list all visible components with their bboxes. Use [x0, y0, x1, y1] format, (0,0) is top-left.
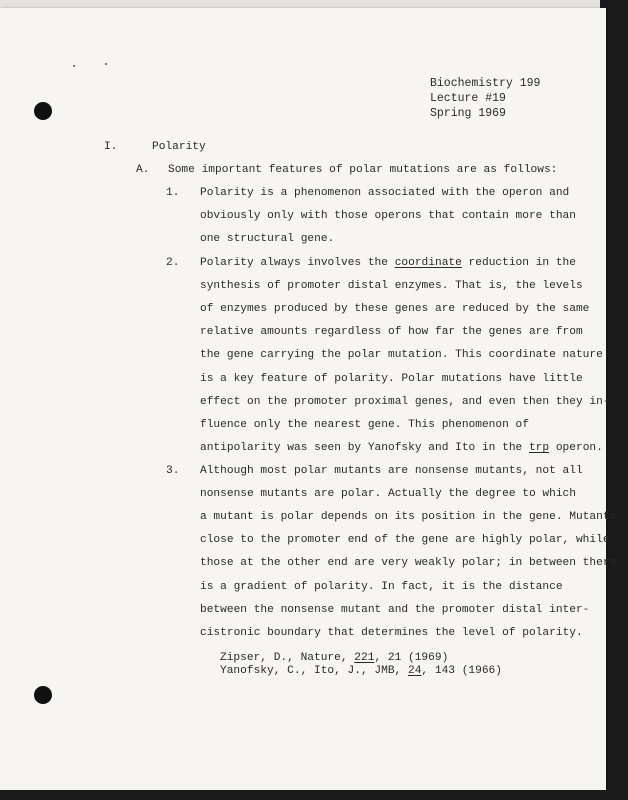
item-line: those at the other end are very weakly polar; in between there: [200, 557, 617, 569]
item-line: between the nonsense mutant and the promoter distal inter-: [200, 604, 590, 616]
reference-volume: 221: [354, 652, 375, 664]
item-text: Polarity always involves the: [200, 257, 395, 269]
course-header: [430, 76, 540, 121]
punch-hole-icon: [34, 686, 52, 704]
speck: [73, 65, 75, 67]
item-line: [200, 256, 576, 270]
item-line: synthesis of promoter distal enzymes. That is, the levels: [200, 280, 583, 292]
subsection-intro: Some important features of polar mutations are as follows:: [168, 164, 558, 176]
item-text: antipolarity was seen by Yanofsky and Ito in the: [200, 442, 529, 454]
section-title: Polarity: [152, 141, 206, 153]
item-line: of enzymes produced by these genes are reduced by the same: [200, 303, 590, 315]
item-line: nonsense mutants are polar. Actually the degree to which: [200, 488, 576, 500]
item-line: obviously only with those operons that contain more than: [200, 210, 576, 222]
scan-bottom-shadow: [0, 790, 628, 800]
punch-hole-icon: [34, 102, 52, 120]
item-text: reduction in the: [461, 257, 576, 269]
item-number: 1.: [166, 187, 180, 199]
item-text: operon.: [549, 442, 603, 454]
reference-text: Yanofsky, C., Ito, J., JMB,: [220, 665, 408, 677]
underlined-term: coordinate: [394, 257, 462, 269]
item-line: cistronic boundary that determines the level of polarity.: [200, 627, 583, 639]
reference-text: , 21 (1969): [374, 652, 449, 664]
course-name: Biochemistry 199: [430, 77, 541, 90]
term: Spring 1969: [430, 107, 506, 120]
item-line: close to the promoter end of the gene are highly polar, while: [200, 534, 610, 546]
item-line: is a key feature of polarity. Polar mutations have little: [200, 373, 583, 385]
item-line: [200, 441, 603, 455]
speck: [105, 63, 107, 65]
item-line: a mutant is polar depends on its position in the gene. Mutants: [200, 511, 617, 523]
reference-volume: 24: [407, 665, 422, 677]
document-page: [0, 8, 617, 790]
subsection-letter: A.: [136, 164, 150, 176]
item-line: effect on the promoter proximal genes, and even then they in-: [200, 396, 610, 408]
item-number: 2.: [166, 257, 180, 269]
section-numeral: I.: [104, 141, 118, 153]
reference: [220, 664, 502, 678]
item-line: is a gradient of polarity. In fact, it is the distance: [200, 581, 563, 593]
item-line: the gene carrying the polar mutation. This coordinate nature: [200, 349, 603, 361]
reference: [220, 651, 448, 665]
item-line: fluence only the nearest gene. This phenomenon of: [200, 419, 529, 431]
reference-text: Zipser, D., Nature,: [220, 652, 355, 664]
item-line: Polarity is a phenomenon associated with the operon and: [200, 187, 570, 199]
underlined-term: trp: [528, 442, 550, 454]
item-number: 3.: [166, 465, 180, 477]
item-line: Although most polar mutants are nonsense mutants, not all: [200, 465, 583, 477]
lecture-number: Lecture #19: [430, 92, 506, 105]
reference-text: , 143 (1966): [421, 665, 502, 677]
item-line: one structural gene.: [200, 233, 335, 245]
item-line: relative amounts regardless of how far the genes are from: [200, 326, 583, 338]
